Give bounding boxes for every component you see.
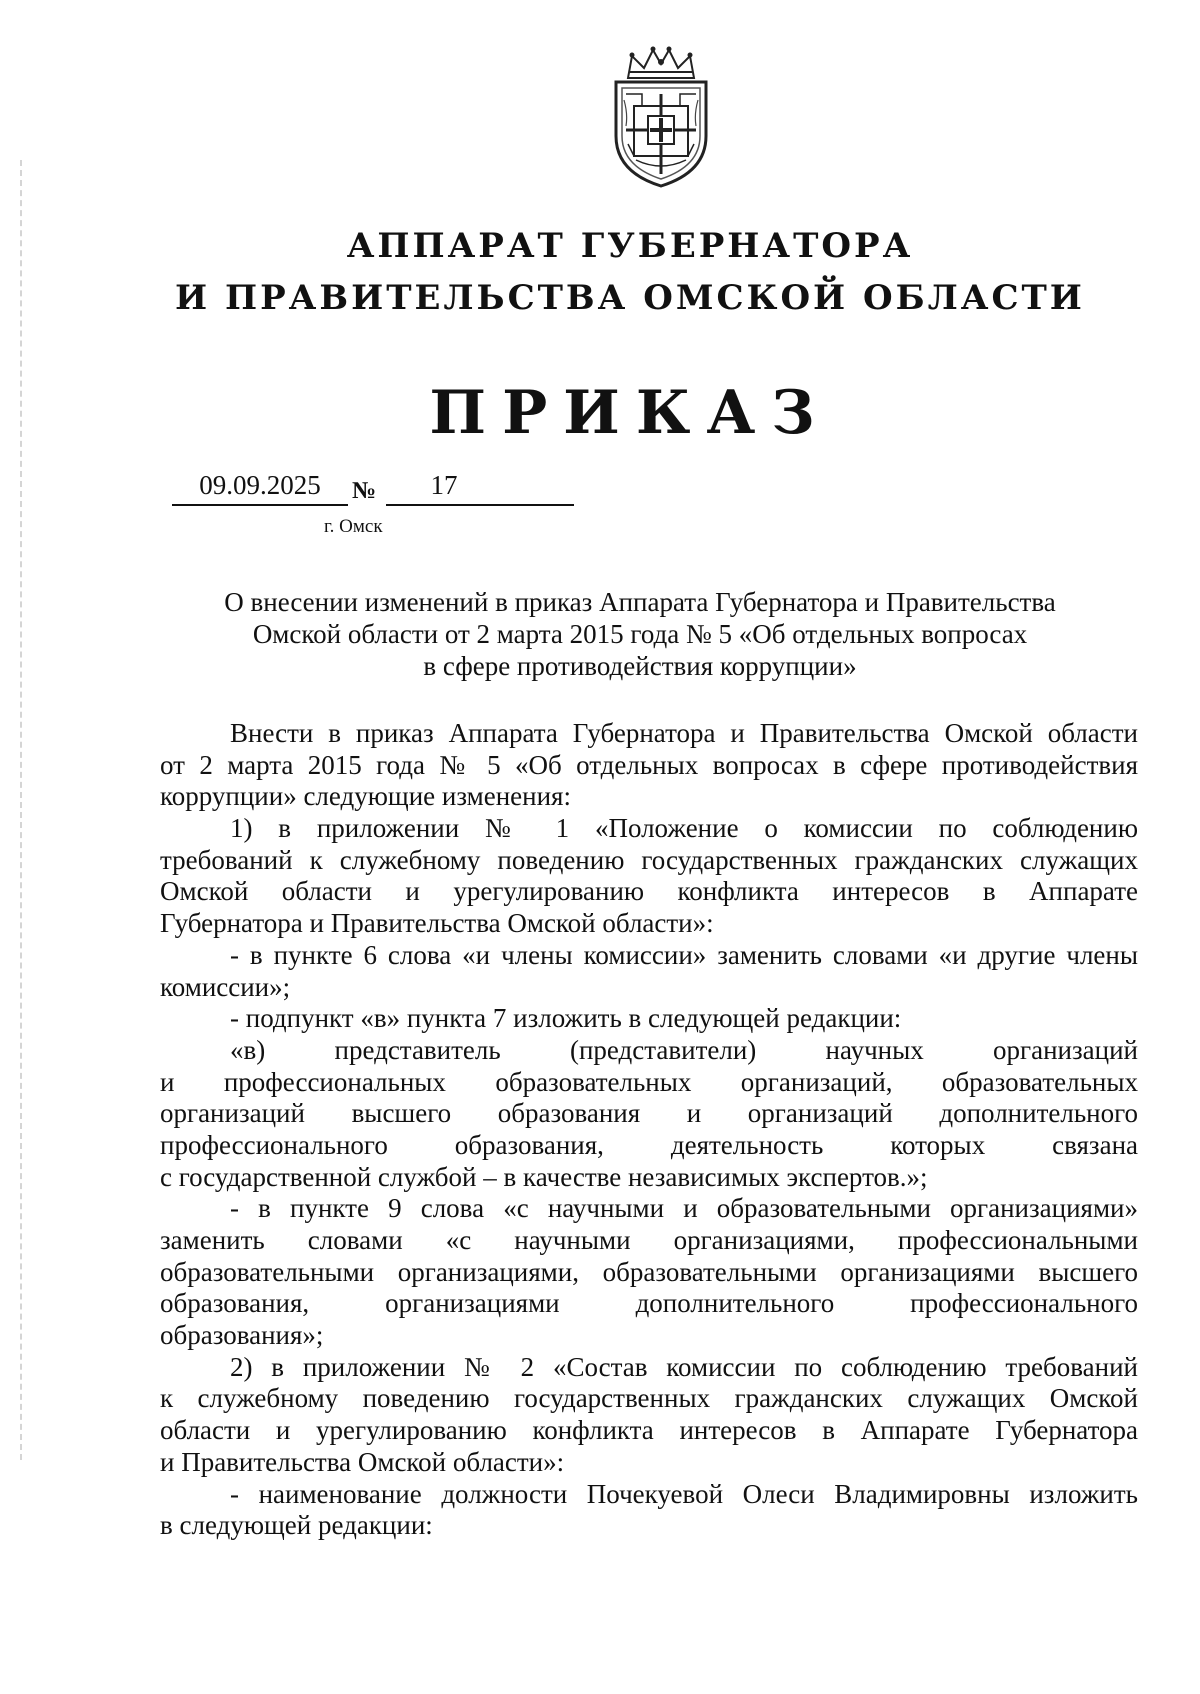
subject-line: Омской области от 2 марта 2015 года № 5 «Об отдельных вопросах	[252, 619, 1028, 649]
body-line: образования»;	[160, 1320, 324, 1351]
body-line: и профессиональных образовательных организаций, образовательных	[160, 1066, 1138, 1097]
organization-name-line2: И ПРАВИТЕЛЬСТВА ОМСКОЙ ОБЛАСТИ	[175, 278, 1085, 318]
body-line: - наименование должности Почекуевой Олеси Владимировны изложить	[230, 1478, 1138, 1509]
body-line: требований к служебному поведению государственных гражданских служащих	[160, 844, 1138, 875]
body-line: и Правительства Омской области»:	[160, 1446, 565, 1477]
body-line: области и урегулированию конфликта интересов в Аппарате Губернатора	[160, 1415, 1138, 1446]
document-city: г. Омск	[324, 516, 383, 537]
document-type-title: ПРИКАЗ	[429, 378, 831, 448]
body-line: 2) в приложении № 2 «Состав комиссии по соблюдению требований	[230, 1351, 1138, 1382]
body-line: Омской области и урегулированию конфликта интересов в Аппарате	[160, 876, 1138, 907]
document-subject	[160, 586, 1120, 682]
document-date: 09.09.2025	[172, 470, 348, 506]
body-line: от 2 марта 2015 года № 5 «Об отдельных вопросах в сфере противодействия	[160, 749, 1138, 780]
subject-line: О внесении изменений в приказ Аппарата Губернатора и Правительства	[224, 587, 1056, 617]
body-line: Губернатора и Правительства Омской области»:	[160, 908, 714, 939]
body-line: коррупции» следующие изменения:	[160, 781, 571, 812]
number-sign: №	[352, 478, 377, 504]
body-line: в следующей редакции:	[160, 1510, 433, 1541]
body-line: образовательными организациями, образовательными организациями высшего	[160, 1256, 1138, 1287]
body-line: 1) в приложении № 1 «Положение о комиссии по соблюдению	[230, 813, 1138, 844]
organization-name-line1: АППАРАТ ГУБЕРНАТОРА	[346, 226, 914, 266]
body-line: - подпункт «в» пункта 7 изложить в следующей редакции:	[230, 1003, 902, 1034]
scan-edge-marks	[20, 160, 24, 1460]
body-line: профессионального образования, деятельность которых связана	[160, 1129, 1138, 1160]
document-body	[160, 718, 1138, 1542]
coat-of-arms-icon	[606, 44, 716, 190]
document-number-field	[386, 470, 574, 506]
body-line: - в пункте 9 слова «с научными и образовательными организациями»	[230, 1193, 1138, 1224]
body-line: - в пункте 6 слова «и члены комиссии» заменить словами «и другие члены	[230, 939, 1138, 970]
body-line: «в) представитель (представители) научных организаций	[230, 1034, 1138, 1065]
body-line: организаций высшего образования и организаций дополнительного	[160, 1098, 1138, 1129]
body-line: с государственной службой – в качестве независимых экспертов.»;	[160, 1161, 928, 1192]
subject-line: в сфере противодействия коррупции»	[423, 651, 857, 681]
body-line: заменить словами «с научными организациями, профессиональными	[160, 1225, 1138, 1255]
body-line: образования, организациями дополнительного профессионального	[160, 1288, 1138, 1319]
document-number: 17	[430, 470, 458, 500]
body-line: Внести в приказ Аппарата Губернатора и Правительства Омской области	[230, 718, 1138, 748]
body-line: комиссии»;	[160, 971, 291, 1002]
body-line: к служебному поведению государственных гражданских служащих Омской	[160, 1383, 1138, 1414]
